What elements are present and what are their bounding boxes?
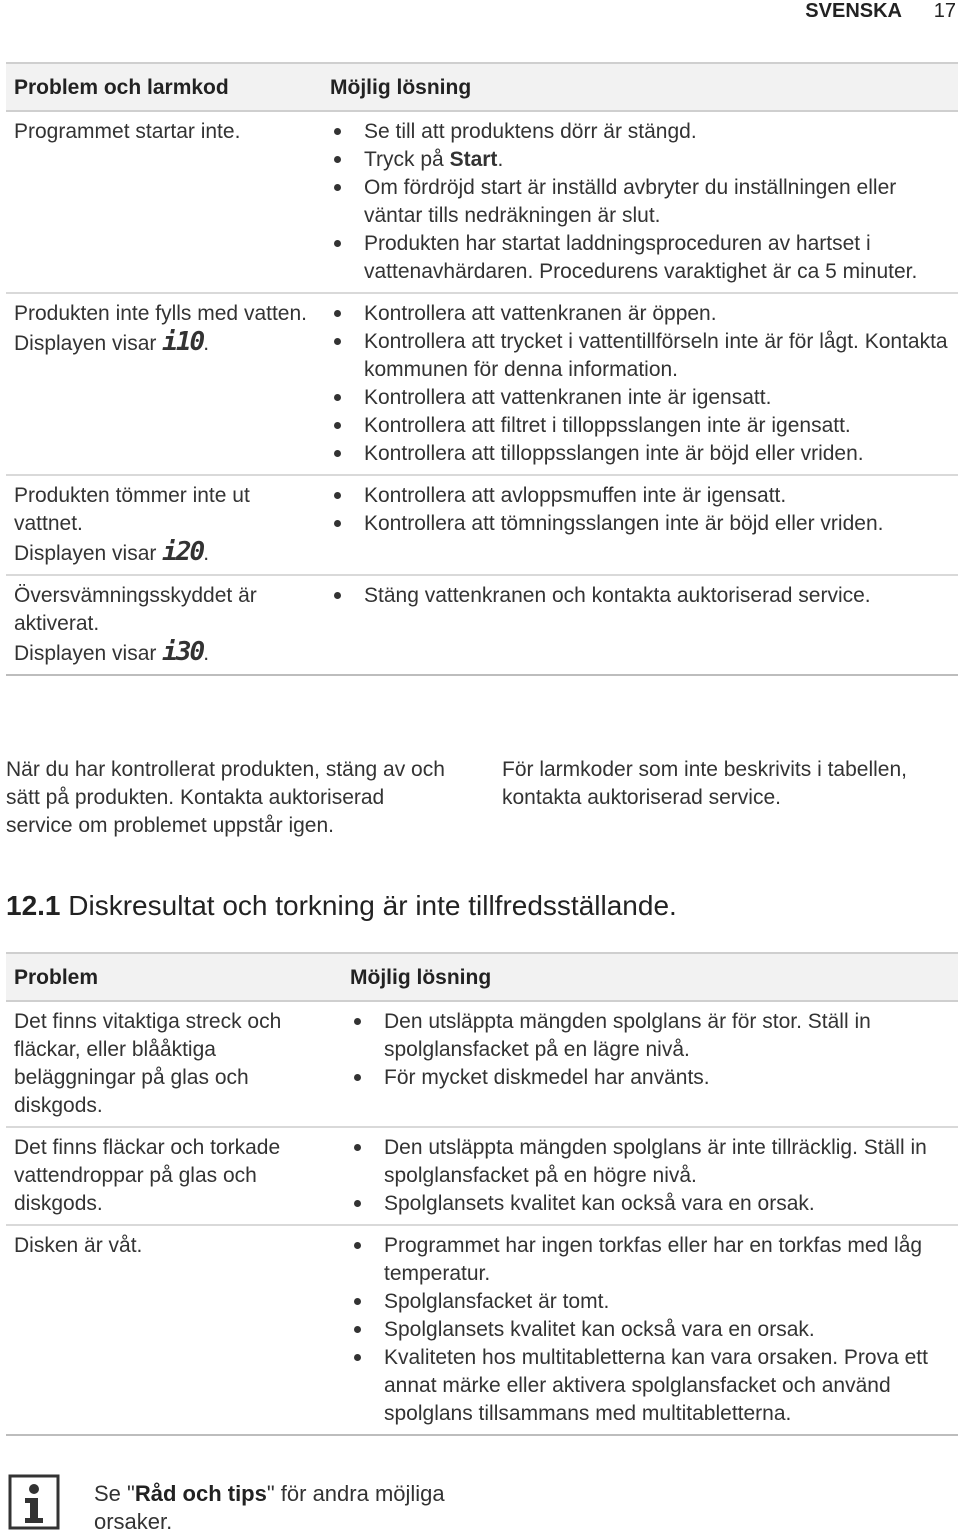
column-header-problem: Problem och larmkod — [6, 63, 322, 111]
other-codes-note: För larmkoder som inte beskrivits i tabellen, kontakta auktoriserad service. — [502, 758, 907, 809]
solution-item: Programmet har ingen torkfas eller har en torkfas med låg temperatur. — [350, 1232, 952, 1288]
problem-cell: Översvämningsskyddet är aktiverat. Displayen visar i30. — [6, 575, 322, 675]
section-title-text: Diskresultat och torkning är inte tillfredsställande. — [68, 890, 677, 921]
column-header-solution: Möjlig lösning — [322, 63, 958, 111]
display-label: Displayen visar — [14, 642, 157, 665]
start-emphasis: Start — [449, 148, 498, 171]
solution-item: Kvaliteten hos multitabletterna kan vara orsaken. Prova ett annat märke eller aktivera spolglansfacket och använd spolglans tillsammans med multitabletterna. — [350, 1344, 952, 1428]
problem-text: Översvämningsskyddet är aktiverat. — [14, 584, 257, 635]
problem-text: Produkten inte fylls med vatten. — [14, 302, 307, 325]
solution-item: Kontrollera att avloppsmuffen inte är igensatt. — [330, 482, 952, 510]
solution-item: Kontrollera att vattenkranen inte är igensatt. — [330, 384, 952, 412]
info-prefix: Se " — [94, 1481, 135, 1506]
solution-item: Tryck på Start. — [330, 146, 952, 174]
solution-item: Spolglansfacket är tomt. — [350, 1288, 952, 1316]
table-row — [6, 293, 958, 475]
solution-item: Kontrollera att trycket i vattentillförseln inte är för lågt. Kontakta kommunen för denna information. — [330, 328, 952, 384]
table-row — [6, 1127, 958, 1225]
problem-text: Produkten tömmer inte ut vattnet. — [14, 484, 250, 535]
problem-cell: Produkten inte fylls med vatten. Displayen visar i10. — [6, 293, 322, 475]
display-code: i10 — [162, 327, 204, 357]
section-title — [6, 890, 677, 922]
info-icon — [8, 1474, 60, 1530]
alarm-code-table — [6, 62, 958, 676]
solution-item: Spolglansets kvalitet kan också vara en orsak. — [350, 1316, 952, 1344]
problem-cell: Produkten tömmer inte ut vattnet. Displayen visar i20. — [6, 475, 322, 575]
column-header-problem: Problem — [6, 953, 342, 1001]
solution-item: Spolglansets kvalitet kan också vara en orsak. — [350, 1190, 952, 1218]
solution-cell — [322, 475, 958, 575]
solution-item: Produkten har startat laddningsproceduren av hartset i vattenavhärdaren. Procedurens varaktighet är ca 5 minuter. — [330, 230, 952, 286]
solution-item: Kontrollera att tömningsslangen inte är böjd eller vriden. — [330, 510, 952, 538]
info-note — [94, 1480, 494, 1536]
solution-item: Den utsläppta mängden spolglans är för stor. Ställ in spolglansfacket på en lägre nivå. — [350, 1008, 952, 1064]
display-label: Displayen visar — [14, 542, 157, 565]
solution-cell — [322, 575, 958, 675]
problem-cell: Det finns vitaktiga streck och fläckar, eller blååktiga beläggningar på glas och diskgods. — [6, 1001, 342, 1127]
table-row — [6, 111, 958, 293]
display-label: Displayen visar — [14, 332, 157, 355]
language-label: SVENSKA — [805, 0, 902, 22]
solution-item: Kontrollera att tilloppsslangen inte är böjd eller vriden. — [330, 440, 952, 468]
solution-cell — [342, 1127, 958, 1225]
problem-cell: Det finns fläckar och torkade vattendroppar på glas och diskgods. — [6, 1127, 342, 1225]
solution-cell — [322, 111, 958, 293]
solution-item: Se till att produktens dörr är stängd. — [330, 118, 952, 146]
table-header-row — [6, 953, 958, 1001]
problem-cell — [6, 111, 322, 293]
solution-item: Den utsläppta mängden spolglans är inte tillräcklig. Ställ in spolglansfacket på en högre nivå. — [350, 1134, 952, 1190]
display-code: i20 — [162, 537, 204, 567]
solution-item: Stäng vattenkranen och kontakta auktoriserad service. — [330, 582, 952, 610]
table-row — [6, 475, 958, 575]
solution-cell — [322, 293, 958, 475]
solution-item: Kontrollera att filtret i tilloppsslangen inte är igensatt. — [330, 412, 952, 440]
results-table — [6, 952, 958, 1436]
table-row — [6, 1225, 958, 1435]
solution-cell — [342, 1225, 958, 1435]
display-code: i30 — [162, 637, 204, 667]
solution-item: Kontrollera att vattenkranen är öppen. — [330, 300, 952, 328]
solution-item: För mycket diskmedel har använts. — [350, 1064, 952, 1092]
solution-cell — [342, 1001, 958, 1127]
problem-cell: Disken är våt. — [6, 1225, 342, 1435]
info-suffix: " för andra möjliga orsaker. — [94, 1481, 445, 1534]
table-row — [6, 575, 958, 675]
solution-item: Om fördröjd start är inställd avbryter du inställningen eller väntar tills nedräkningen är slut. — [330, 174, 952, 230]
page-number: 17 — [933, 0, 956, 22]
restart-note: När du har kontrollerat produkten, stäng av och sätt på produkten. Kontakta auktoriserad service om problemet uppstår igen. — [6, 758, 445, 837]
table-row — [6, 1001, 958, 1127]
section-number: 12.1 — [6, 890, 61, 921]
column-header-solution: Möjlig lösning — [342, 953, 958, 1001]
info-link-text: Råd och tips — [134, 1481, 267, 1506]
problem-text: Programmet startar inte. — [14, 120, 241, 143]
table-header-row — [6, 63, 958, 111]
